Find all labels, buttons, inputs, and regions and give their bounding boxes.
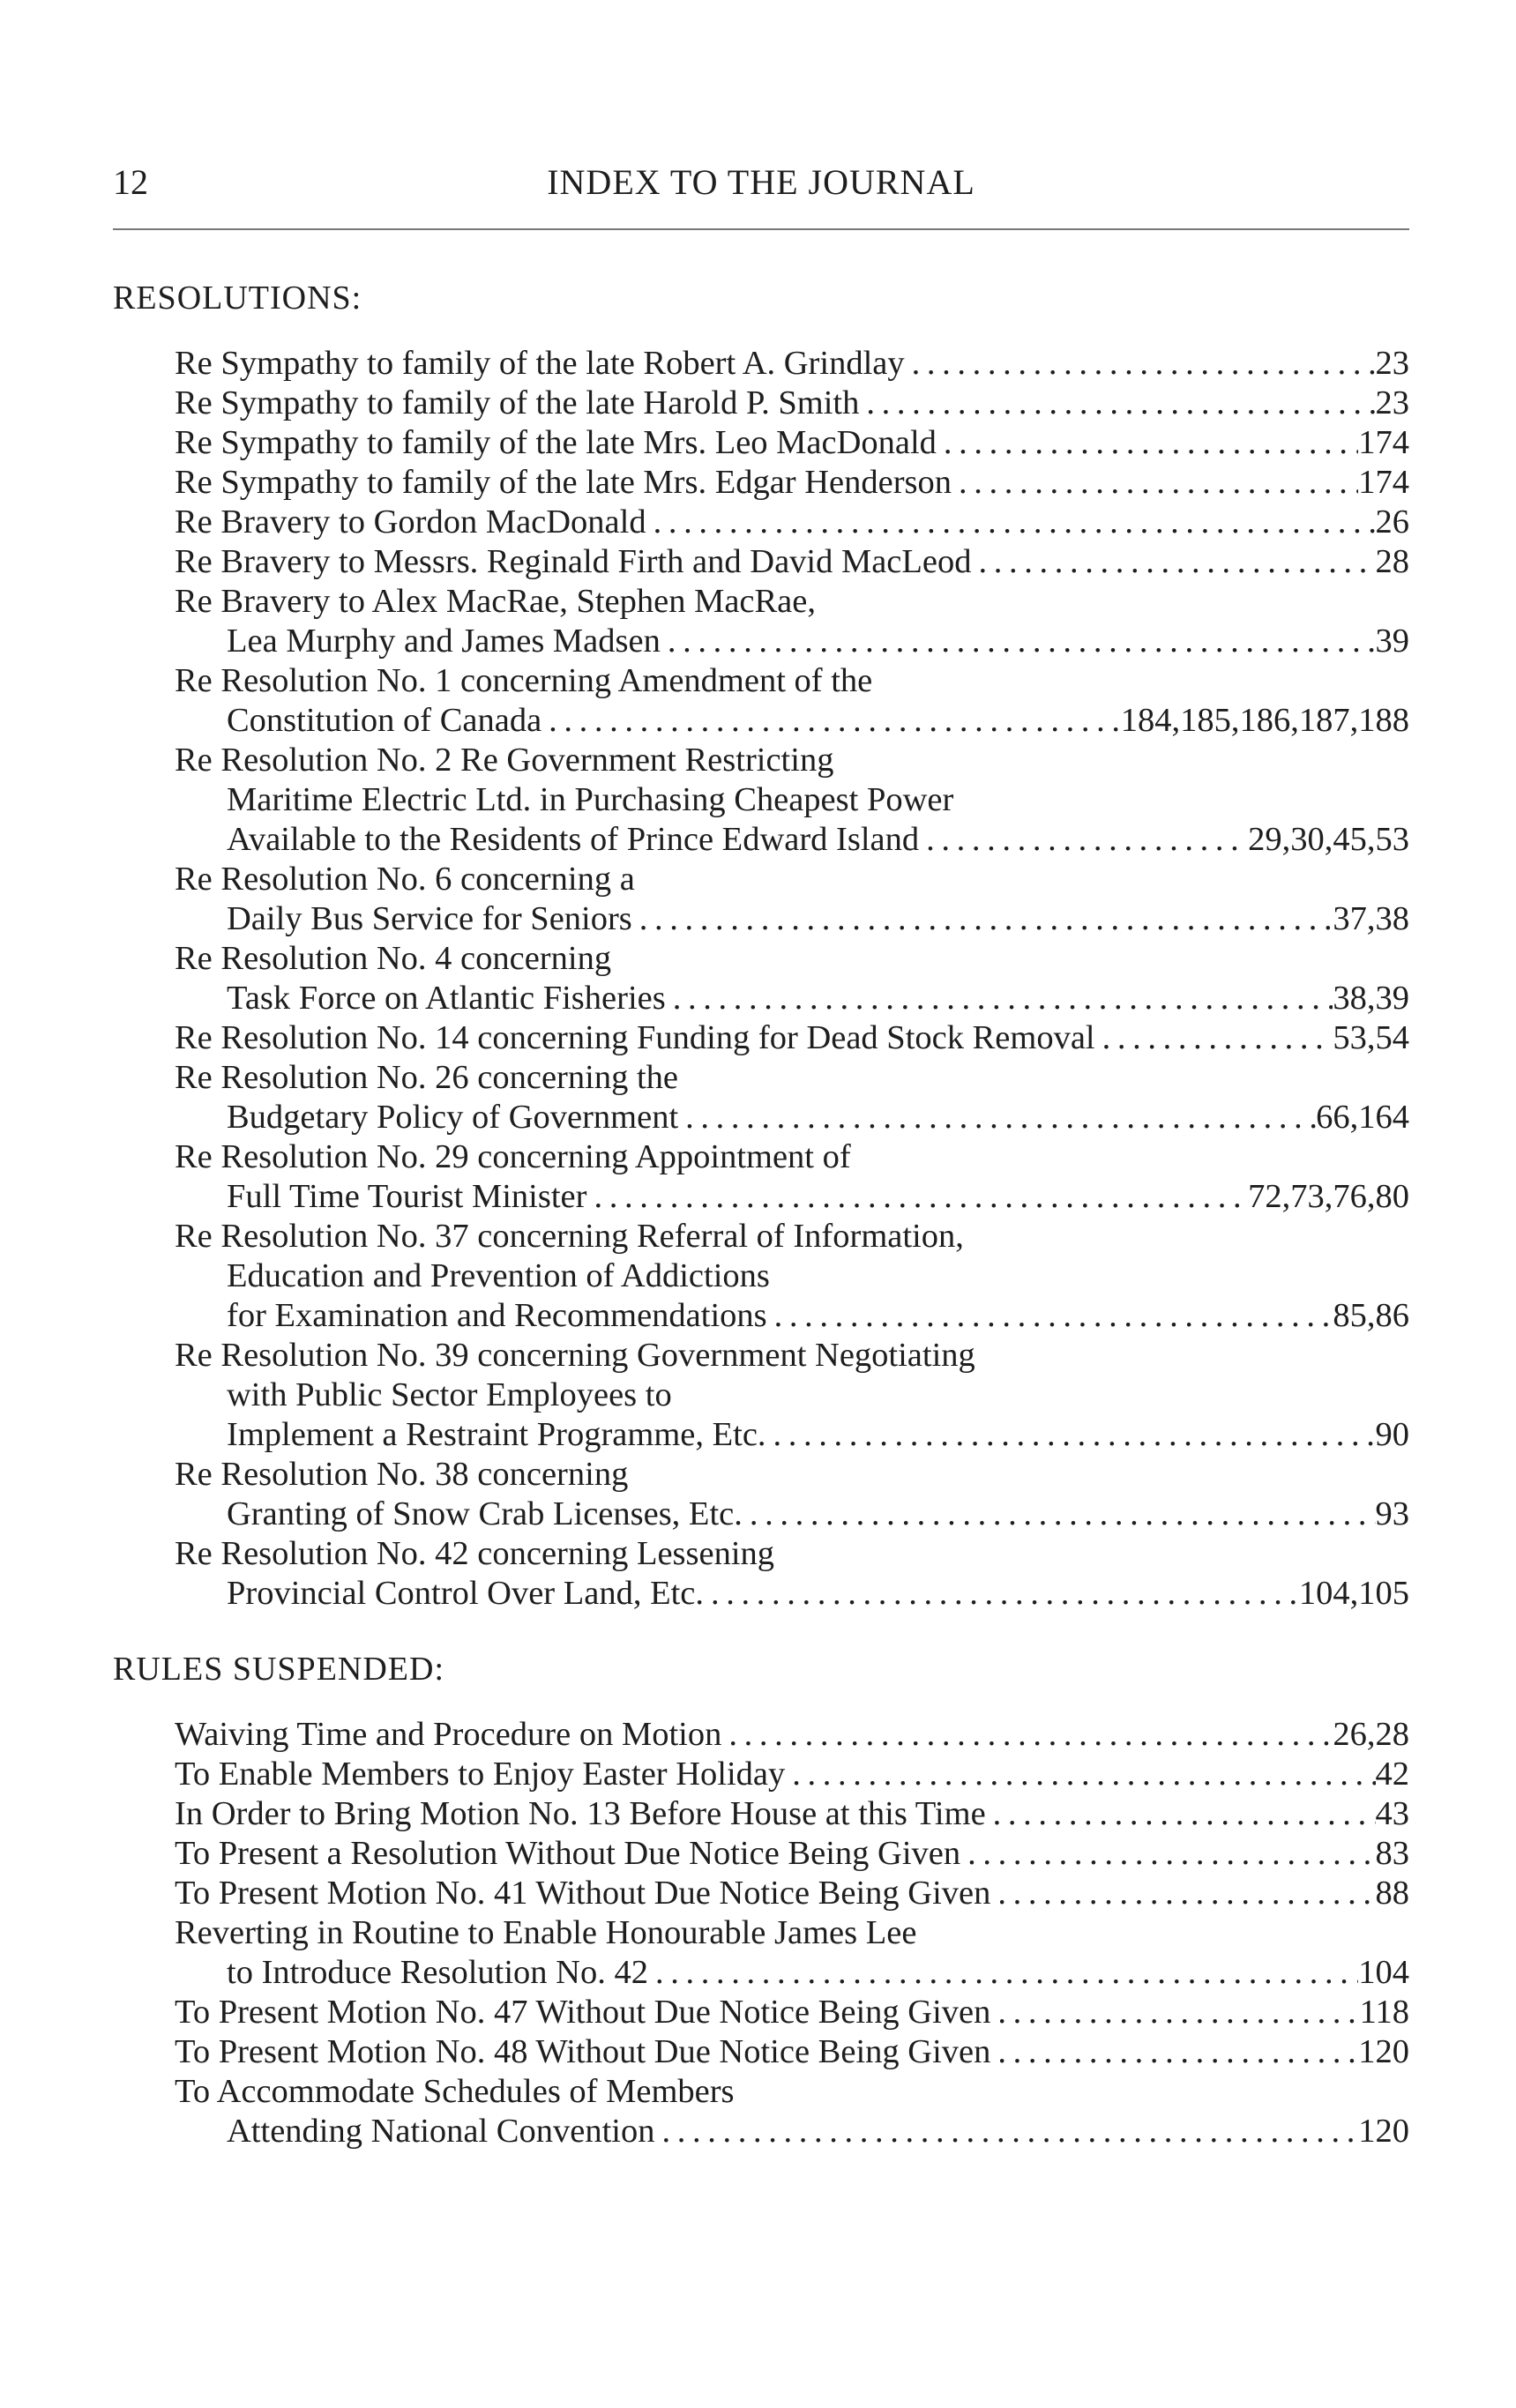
entry-text: Re Sympathy to family of the late Harold P. Smith: [175, 384, 860, 421]
entry-line: [113, 1755, 1409, 1794]
entry-text: Granting of Snow Crab Licenses, Etc.: [227, 1495, 743, 1532]
entry-text: To Present Motion No. 47 Without Due Notice Being Given: [175, 1994, 991, 2031]
dot-leader: [632, 899, 1333, 939]
page-reference: 23: [1375, 384, 1409, 421]
entry-text: Re Resolution No. 29 concerning Appointment of: [175, 1138, 851, 1175]
dot-leader: [986, 1794, 1376, 1834]
entry-line: [113, 423, 1409, 463]
resolutions-section: [113, 279, 1409, 1614]
entry-line: [113, 741, 1409, 780]
dot-leader: [678, 1098, 1316, 1137]
page-reference: 43: [1375, 1795, 1409, 1832]
index-entry: [113, 1336, 1409, 1455]
entry-line: [113, 979, 1409, 1018]
page-reference: 88: [1375, 1875, 1409, 1912]
entry-line: [113, 1834, 1409, 1874]
index-entry: [113, 1137, 1409, 1217]
dot-leader: [990, 1993, 1359, 2032]
entry-line: [113, 1993, 1409, 2032]
entry-text: To Present Motion No. 48 Without Due Notice Being Given: [175, 2033, 991, 2070]
page-reference: 93: [1375, 1495, 1409, 1532]
entry-line: [113, 1375, 1409, 1415]
index-entry: [113, 542, 1409, 582]
page-reference: 120: [1358, 2113, 1409, 2150]
entry-text: Re Sympathy to family of the late Robert A. Grindlay: [175, 345, 905, 382]
entry-text: To Present a Resolution Without Due Notice Being Given: [175, 1835, 961, 1872]
entry-text: Constitution of Canada: [227, 702, 542, 739]
dot-leader: [666, 979, 1333, 1018]
entry-text: Available to the Residents of Prince Edward Island: [227, 821, 920, 858]
entry-line: [113, 1794, 1409, 1834]
page-reference: 42: [1375, 1756, 1409, 1793]
index-entry: [113, 860, 1409, 939]
entry-line: [113, 661, 1409, 701]
entry-text: Re Bravery to Gordon MacDonald: [175, 503, 646, 540]
index-entries: [113, 1715, 1409, 2151]
entry-line: [113, 1715, 1409, 1755]
entry-line: [113, 542, 1409, 582]
page-reference: 72,73,76,80: [1248, 1178, 1409, 1215]
entry-line: [113, 2112, 1409, 2151]
dot-leader: [905, 344, 1376, 384]
index-entry: [113, 1058, 1409, 1137]
page-reference: 174: [1358, 464, 1409, 501]
entry-text: Re Resolution No. 14 concerning Funding for Dead Stock Removal: [175, 1019, 1095, 1056]
index-entry: [113, 661, 1409, 741]
dot-leader: [990, 1874, 1375, 1913]
dot-leader: [1095, 1018, 1333, 1058]
index-entry: [113, 1874, 1409, 1913]
dot-leader: [859, 384, 1375, 423]
page-reference: 26: [1375, 503, 1409, 540]
section-heading: RESOLUTIONS:: [113, 280, 362, 317]
entry-text: Re Bravery to Alex MacRae, Stephen MacRae,: [175, 583, 816, 620]
entry-line: [113, 701, 1409, 741]
dot-leader: [960, 1834, 1375, 1874]
entry-text: Education and Prevention of Addictions: [227, 1257, 770, 1294]
dot-leader: [654, 2112, 1358, 2151]
dot-leader: [972, 542, 1376, 582]
dot-leader: [785, 1755, 1375, 1794]
dot-leader: [704, 1574, 1299, 1614]
entry-line: [113, 622, 1409, 661]
entry-line: [113, 1137, 1409, 1177]
entry-text: Lea Murphy and James Madsen: [227, 623, 661, 660]
dot-leader: [767, 1296, 1333, 1336]
index-entry: [113, 463, 1409, 503]
entry-line: [113, 899, 1409, 939]
dot-leader: [646, 503, 1376, 542]
entry-text: Full Time Tourist Minister: [227, 1178, 587, 1215]
entry-line: [113, 1874, 1409, 1913]
dot-leader: [661, 622, 1376, 661]
index-entry: [113, 2032, 1409, 2072]
page-reference: 85,86: [1333, 1297, 1409, 1334]
entry-line: [113, 384, 1409, 423]
entry-text: Budgetary Policy of Government: [227, 1099, 679, 1136]
entry-line: [113, 1415, 1409, 1455]
entry-line: [113, 1098, 1409, 1137]
index-entry: [113, 423, 1409, 463]
entry-line: [113, 582, 1409, 622]
index-entry: [113, 1834, 1409, 1874]
page-reference: 174: [1358, 424, 1409, 461]
entry-text: To Enable Members to Enjoy Easter Holiday: [175, 1756, 786, 1793]
entry-line: [113, 1574, 1409, 1614]
page-reference: 120: [1358, 2033, 1409, 2070]
index-entry: [113, 1217, 1409, 1336]
entry-line: [113, 463, 1409, 503]
page-reference: 118: [1359, 1994, 1409, 2031]
index-entry: [113, 1715, 1409, 1755]
dot-leader: [541, 701, 1121, 741]
page-reference: 37,38: [1333, 900, 1409, 937]
entry-line: [113, 1913, 1409, 1953]
entry-text: to Introduce Resolution No. 42: [227, 1954, 648, 1991]
index-entry: [113, 939, 1409, 1018]
entry-text: Re Resolution No. 26 concerning the: [175, 1059, 678, 1096]
dot-leader: [648, 1953, 1358, 1993]
entry-text: Re Resolution No. 6 concerning a: [175, 861, 635, 898]
page-reference: 38,39: [1333, 980, 1409, 1017]
entry-text: Provincial Control Over Land, Etc.: [227, 1575, 705, 1612]
index-entry: [113, 384, 1409, 423]
entry-text: Implement a Restraint Programme, Etc.: [227, 1416, 766, 1453]
index-entry: [113, 1755, 1409, 1794]
entry-text: Task Force on Atlantic Fisheries: [227, 980, 666, 1017]
header-divider: [113, 228, 1409, 230]
dot-leader: [937, 423, 1358, 463]
page-reference: 184,185,186,187,188: [1120, 702, 1409, 739]
entry-line: [113, 1953, 1409, 1993]
entry-text: Re Resolution No. 4 concerning: [175, 940, 612, 977]
entry-line: [113, 503, 1409, 542]
page-reference: 23: [1375, 345, 1409, 382]
entry-text: Re Sympathy to family of the late Mrs. Edgar Henderson: [175, 464, 952, 501]
index-entry: [113, 1018, 1409, 1058]
page-reference: 28: [1375, 543, 1409, 580]
entry-line: [113, 1455, 1409, 1495]
entry-line: [113, 1018, 1409, 1058]
page-reference: 66,164: [1316, 1099, 1409, 1136]
entry-text: Waiving Time and Procedure on Motion: [175, 1716, 722, 1753]
dot-leader: [919, 820, 1248, 860]
entry-line: [113, 344, 1409, 384]
entry-text: In Order to Bring Motion No. 13 Before House at this Time: [175, 1795, 986, 1832]
entry-text: Re Resolution No. 42 concerning Lessening: [175, 1535, 775, 1572]
entry-line: [113, 1256, 1409, 1296]
entry-line: [113, 1217, 1409, 1256]
entry-text: Daily Bus Service for Seniors: [227, 900, 632, 937]
entry-line: [113, 1296, 1409, 1336]
entry-text: Re Resolution No. 39 concerning Government Negotiating: [175, 1337, 975, 1374]
index-entry: [113, 1794, 1409, 1834]
page-reference: 26,28: [1333, 1716, 1409, 1753]
page-reference: 29,30,45,53: [1248, 821, 1409, 858]
dot-leader: [743, 1495, 1376, 1534]
entry-text: Re Bravery to Messrs. Reginald Firth and David MacLeod: [175, 543, 972, 580]
rules-suspended-section: [113, 1650, 1409, 2151]
index-entry: [113, 1913, 1409, 1993]
entry-text: To Present Motion No. 41 Without Due Notice Being Given: [175, 1875, 991, 1912]
entry-line: [113, 780, 1409, 820]
entry-text: with Public Sector Employees to: [227, 1376, 672, 1413]
page-reference: 90: [1375, 1416, 1409, 1453]
index-entries: [113, 344, 1409, 1614]
entry-text: Re Resolution No. 38 concerning: [175, 1456, 629, 1493]
entry-line: [113, 1495, 1409, 1534]
index-entry: [113, 1534, 1409, 1614]
entry-line: [113, 2072, 1409, 2112]
page-reference: 53,54: [1333, 1019, 1409, 1056]
index-entry: [113, 1993, 1409, 2032]
entry-text: Maritime Electric Ltd. in Purchasing Cheapest Power: [227, 781, 954, 818]
entry-line: [113, 1534, 1409, 1574]
page-reference: 104,105: [1298, 1575, 1409, 1612]
index-entry: [113, 503, 1409, 542]
dot-leader: [952, 463, 1358, 503]
entry-line: [113, 1058, 1409, 1098]
entry-text: Attending National Convention: [227, 2113, 655, 2150]
entry-text: for Examination and Recommendations: [227, 1297, 767, 1334]
entry-text: To Accommodate Schedules of Members: [175, 2073, 735, 2110]
page-header: [113, 161, 1409, 205]
index-entry: [113, 2072, 1409, 2151]
entry-text: Re Resolution No. 1 concerning Amendment of the: [175, 662, 873, 699]
index-entry: [113, 741, 1409, 860]
entry-text: Re Resolution No. 37 concerning Referral of Information,: [175, 1218, 964, 1255]
dot-leader: [586, 1177, 1248, 1217]
running-title: INDEX TO THE JOURNAL: [547, 162, 975, 202]
dot-leader: [766, 1415, 1376, 1455]
entry-line: [113, 1177, 1409, 1217]
page-reference: 39: [1375, 623, 1409, 660]
entry-text: Re Sympathy to family of the late Mrs. Leo MacDonald: [175, 424, 937, 461]
page-number: 12: [113, 162, 148, 202]
index-entry: [113, 344, 1409, 384]
section-heading: RULES SUSPENDED:: [113, 1651, 444, 1688]
entry-text: Re Resolution No. 2 Re Government Restricting: [175, 742, 834, 779]
index-entry: [113, 1455, 1409, 1534]
index-entry: [113, 582, 1409, 661]
dot-leader: [990, 2032, 1358, 2072]
entry-line: [113, 860, 1409, 899]
entry-text: Reverting in Routine to Enable Honourable James Lee: [175, 1914, 917, 1951]
entry-line: [113, 820, 1409, 860]
dot-leader: [721, 1715, 1333, 1755]
page-reference: 104: [1358, 1954, 1409, 1991]
entry-line: [113, 1336, 1409, 1375]
entry-line: [113, 939, 1409, 979]
page-reference: 83: [1375, 1835, 1409, 1872]
entry-line: [113, 2032, 1409, 2072]
